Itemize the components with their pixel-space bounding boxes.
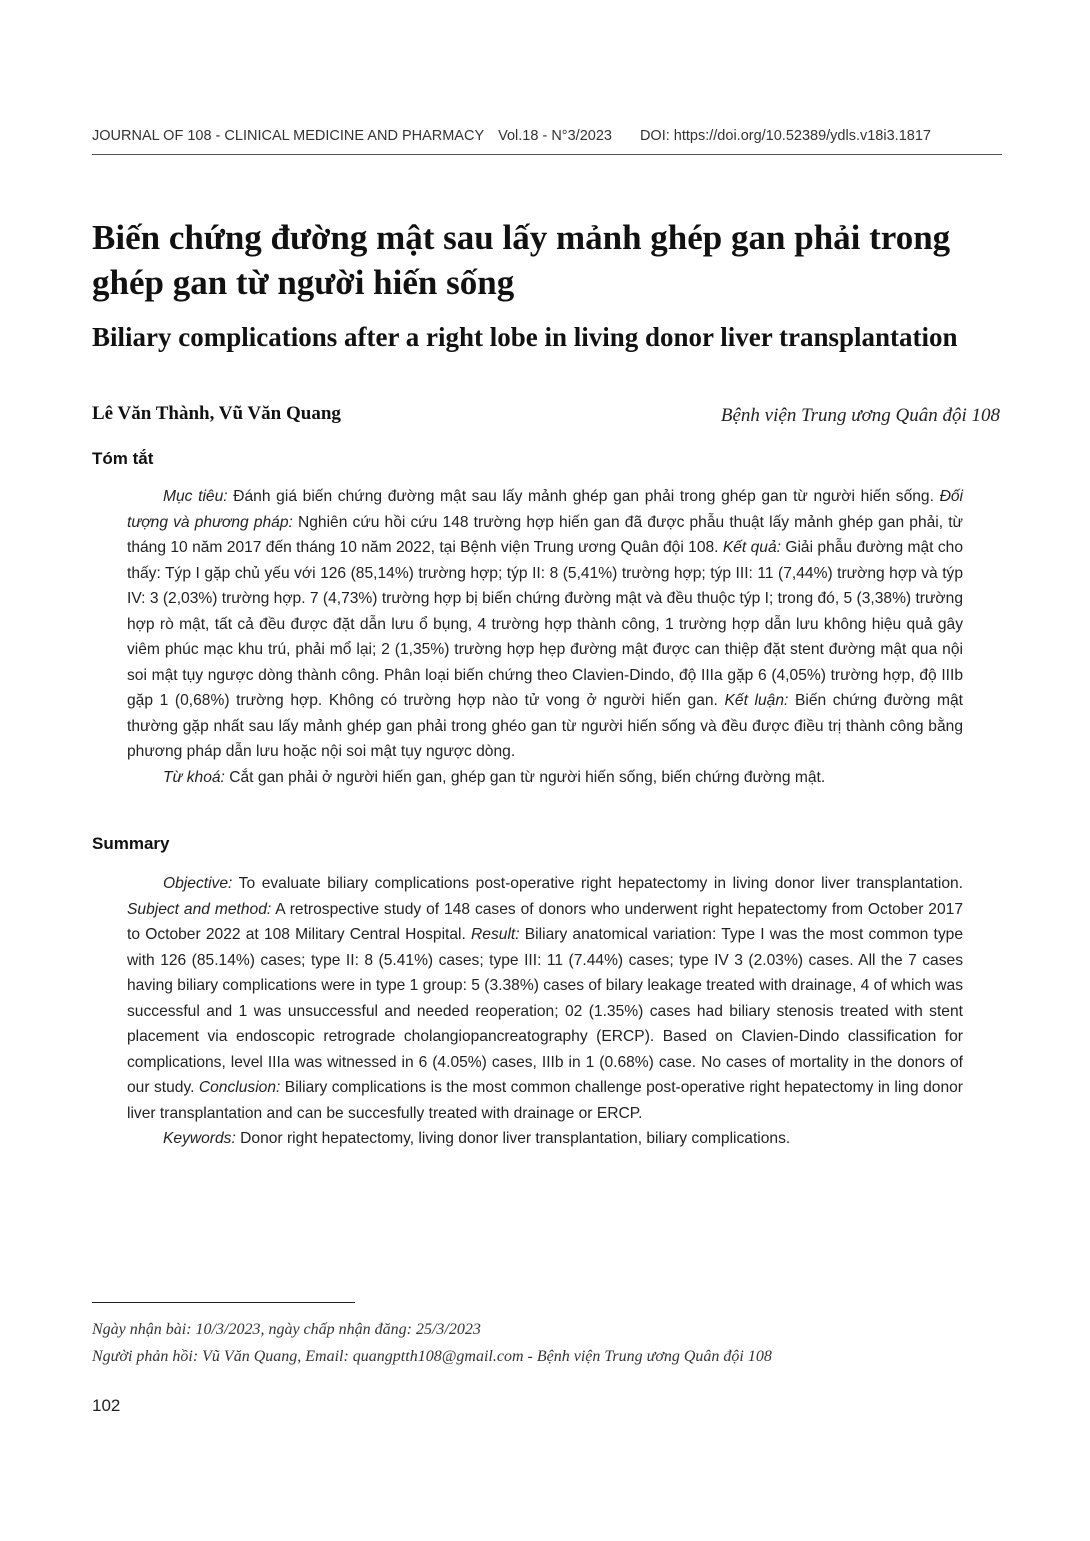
affiliation: Bệnh viện Trung ương Quân đội 108	[720, 405, 1000, 426]
objective-label: Objective:	[163, 875, 233, 892]
result-text: Giải phẫu đường mật cho thấy: Týp I gặp chủ yếu với 126 (85,14%) trường hợp; týp II: 8 (5,41%) trường hợp; týp III: 11 (7,44%) trường hợp và týp IV: 3 (2,03%) trường hợp. 7 (4,73%) trường hợp bị biến chứng đường mật và đều thuộc týp I; trong đó, 5 (3,38%) trường hợp rò mật, tất cả đều được đặt dẫn lưu ổ bụng, 4 trường hợp thành công, 1 trường hợp dẫn lưu không hiệu quả gây viêm phúc mạc khu trú, phải mổ lại; 2 (1,35%) trường hợp hẹp đường mật được can thiệp đặt stent đường mật qua nội soi mật tụy ngược dòng thành công. Phân loại biến chứng theo Clavien-Dindo, độ IIIa gặp 6 (4,05%) trường hợp, độ IIIb gặp 1 (0,68%) trường hợp. Không có trường hợp nào tử vong ở người hiến gan.	[127, 539, 963, 709]
abstract-en-body	[127, 871, 963, 1126]
method-label: Đối tượng và phương pháp:	[127, 488, 963, 531]
title-english: Biliary complications after a right lobe in living donor liver transplantation	[92, 322, 958, 352]
objective-label: Mục tiêu:	[163, 488, 228, 505]
header-divider	[92, 154, 1002, 155]
result-label: Result:	[471, 926, 520, 943]
running-header	[92, 128, 1002, 144]
method-text: A retrospective study of 148 cases of donors who underwent right hepatectomy from October 2017 to October 2022 at 108 Military Central Hospital.	[127, 900, 964, 943]
page-number: 102	[92, 1396, 121, 1415]
footnote-received: Ngày nhận bài: 10/3/2023, ngày chấp nhận đăng: 25/3/2023	[92, 1321, 481, 1338]
keywords-text: Donor right hepatectomy, living donor liver transplantation, biliary complications.	[235, 1130, 791, 1147]
method-label: Subject and method:	[127, 900, 272, 918]
objective-text: Đánh giá biến chứng đường mật sau lấy mảnh ghép gan phải trong ghép gan từ người hiến sống.	[227, 488, 940, 505]
conclusion-label: Conclusion:	[198, 1079, 281, 1096]
volume-info: Vol.18 - N°3/2023	[498, 128, 612, 144]
footnote-divider	[92, 1302, 355, 1303]
keywords-label: Keywords:	[163, 1130, 236, 1147]
doi-link[interactable]: DOI: https://doi.org/10.52389/ydls.v18i3.1817	[639, 128, 931, 144]
keywords-text: Cắt gan phải ở người hiến gan, ghép gan từ người hiến sống, biến chứng đường mật.	[224, 768, 826, 786]
keywords-label: Từ khoá:	[163, 768, 225, 786]
conclusion-label: Kết luận:	[724, 692, 789, 709]
keywords-vi	[127, 765, 963, 791]
conclusion-text: Biliary complications is the most common challenge post-operative right hepatectomy in ling donor liver transplantation and can be succesfully treated with drainage or ERCP.	[127, 1079, 964, 1122]
abstract-vi-body	[127, 484, 963, 765]
abstract-en-heading: Summary	[92, 834, 170, 853]
keywords-en	[127, 1126, 963, 1152]
title-vietnamese: Biến chứng đường mật sau lấy mảnh ghép gan phải trong ghép gan từ người hiến sống	[92, 218, 951, 302]
author-list: Lê Văn Thành, Vũ Văn Quang	[92, 403, 341, 424]
abstract-english	[127, 871, 963, 1152]
method-text: Nghiên cứu hồi cứu 148 trường hợp hiến gan đã được phẫu thuật lấy mảnh ghép gan phải, từ tháng 10 năm 2017 đến tháng 10 năm 2022, tại Bệnh viện Trung ương Quân đội 108.	[127, 513, 963, 556]
journal-name: JOURNAL OF 108 - CLINICAL MEDICINE AND PHARMACY	[92, 128, 485, 144]
conclusion-text: Biến chứng đường mật thường gặp nhất sau lấy mảnh ghép gan phải trong ghéo gan từ người hiến sống và đều được điều trị thành công bằng phương pháp dẫn lưu hoặc nội soi mật tụy ngược dòng.	[127, 692, 963, 760]
abstract-vi-heading: Tóm tắt	[92, 449, 154, 468]
result-label: Kết quả:	[722, 539, 781, 556]
footnote-reviewer: Người phản hồi: Vũ Văn Quang, Email: quangptth108@gmail.com - Bệnh viện Trung ương Quân đội 108	[92, 1348, 772, 1365]
objective-text: To evaluate biliary complications post-operative right hepatectomy in living donor liver transplantation.	[232, 875, 963, 892]
result-text: Biliary anatomical variation: Type I was the most common type with 126 (85.14%) cases; type II: 8 (5.41%) cases; type III: 11 (7.44%) cases; type IV 3 (2.03%) cases. All the 7 cases having biliary complications were in type 1 group: 5 (3.38%) cases of bilary leakage treated with drainage, 4 of which was successful and 1 was unsuccessful and needed reoperation; 02 (1.35%) cases had biliary stenosis treated with stent placement via endoscopic retrograde cholangiopancreatography (ERCP). Based on Clavien-Dindo classification for complications, level IIIa was witnessed in 6 (4.05%) cases, IIIb in 1 (0.68%) case. No cases of mortality in the donors of our study.	[127, 926, 963, 1096]
abstract-vietnamese	[127, 484, 963, 790]
